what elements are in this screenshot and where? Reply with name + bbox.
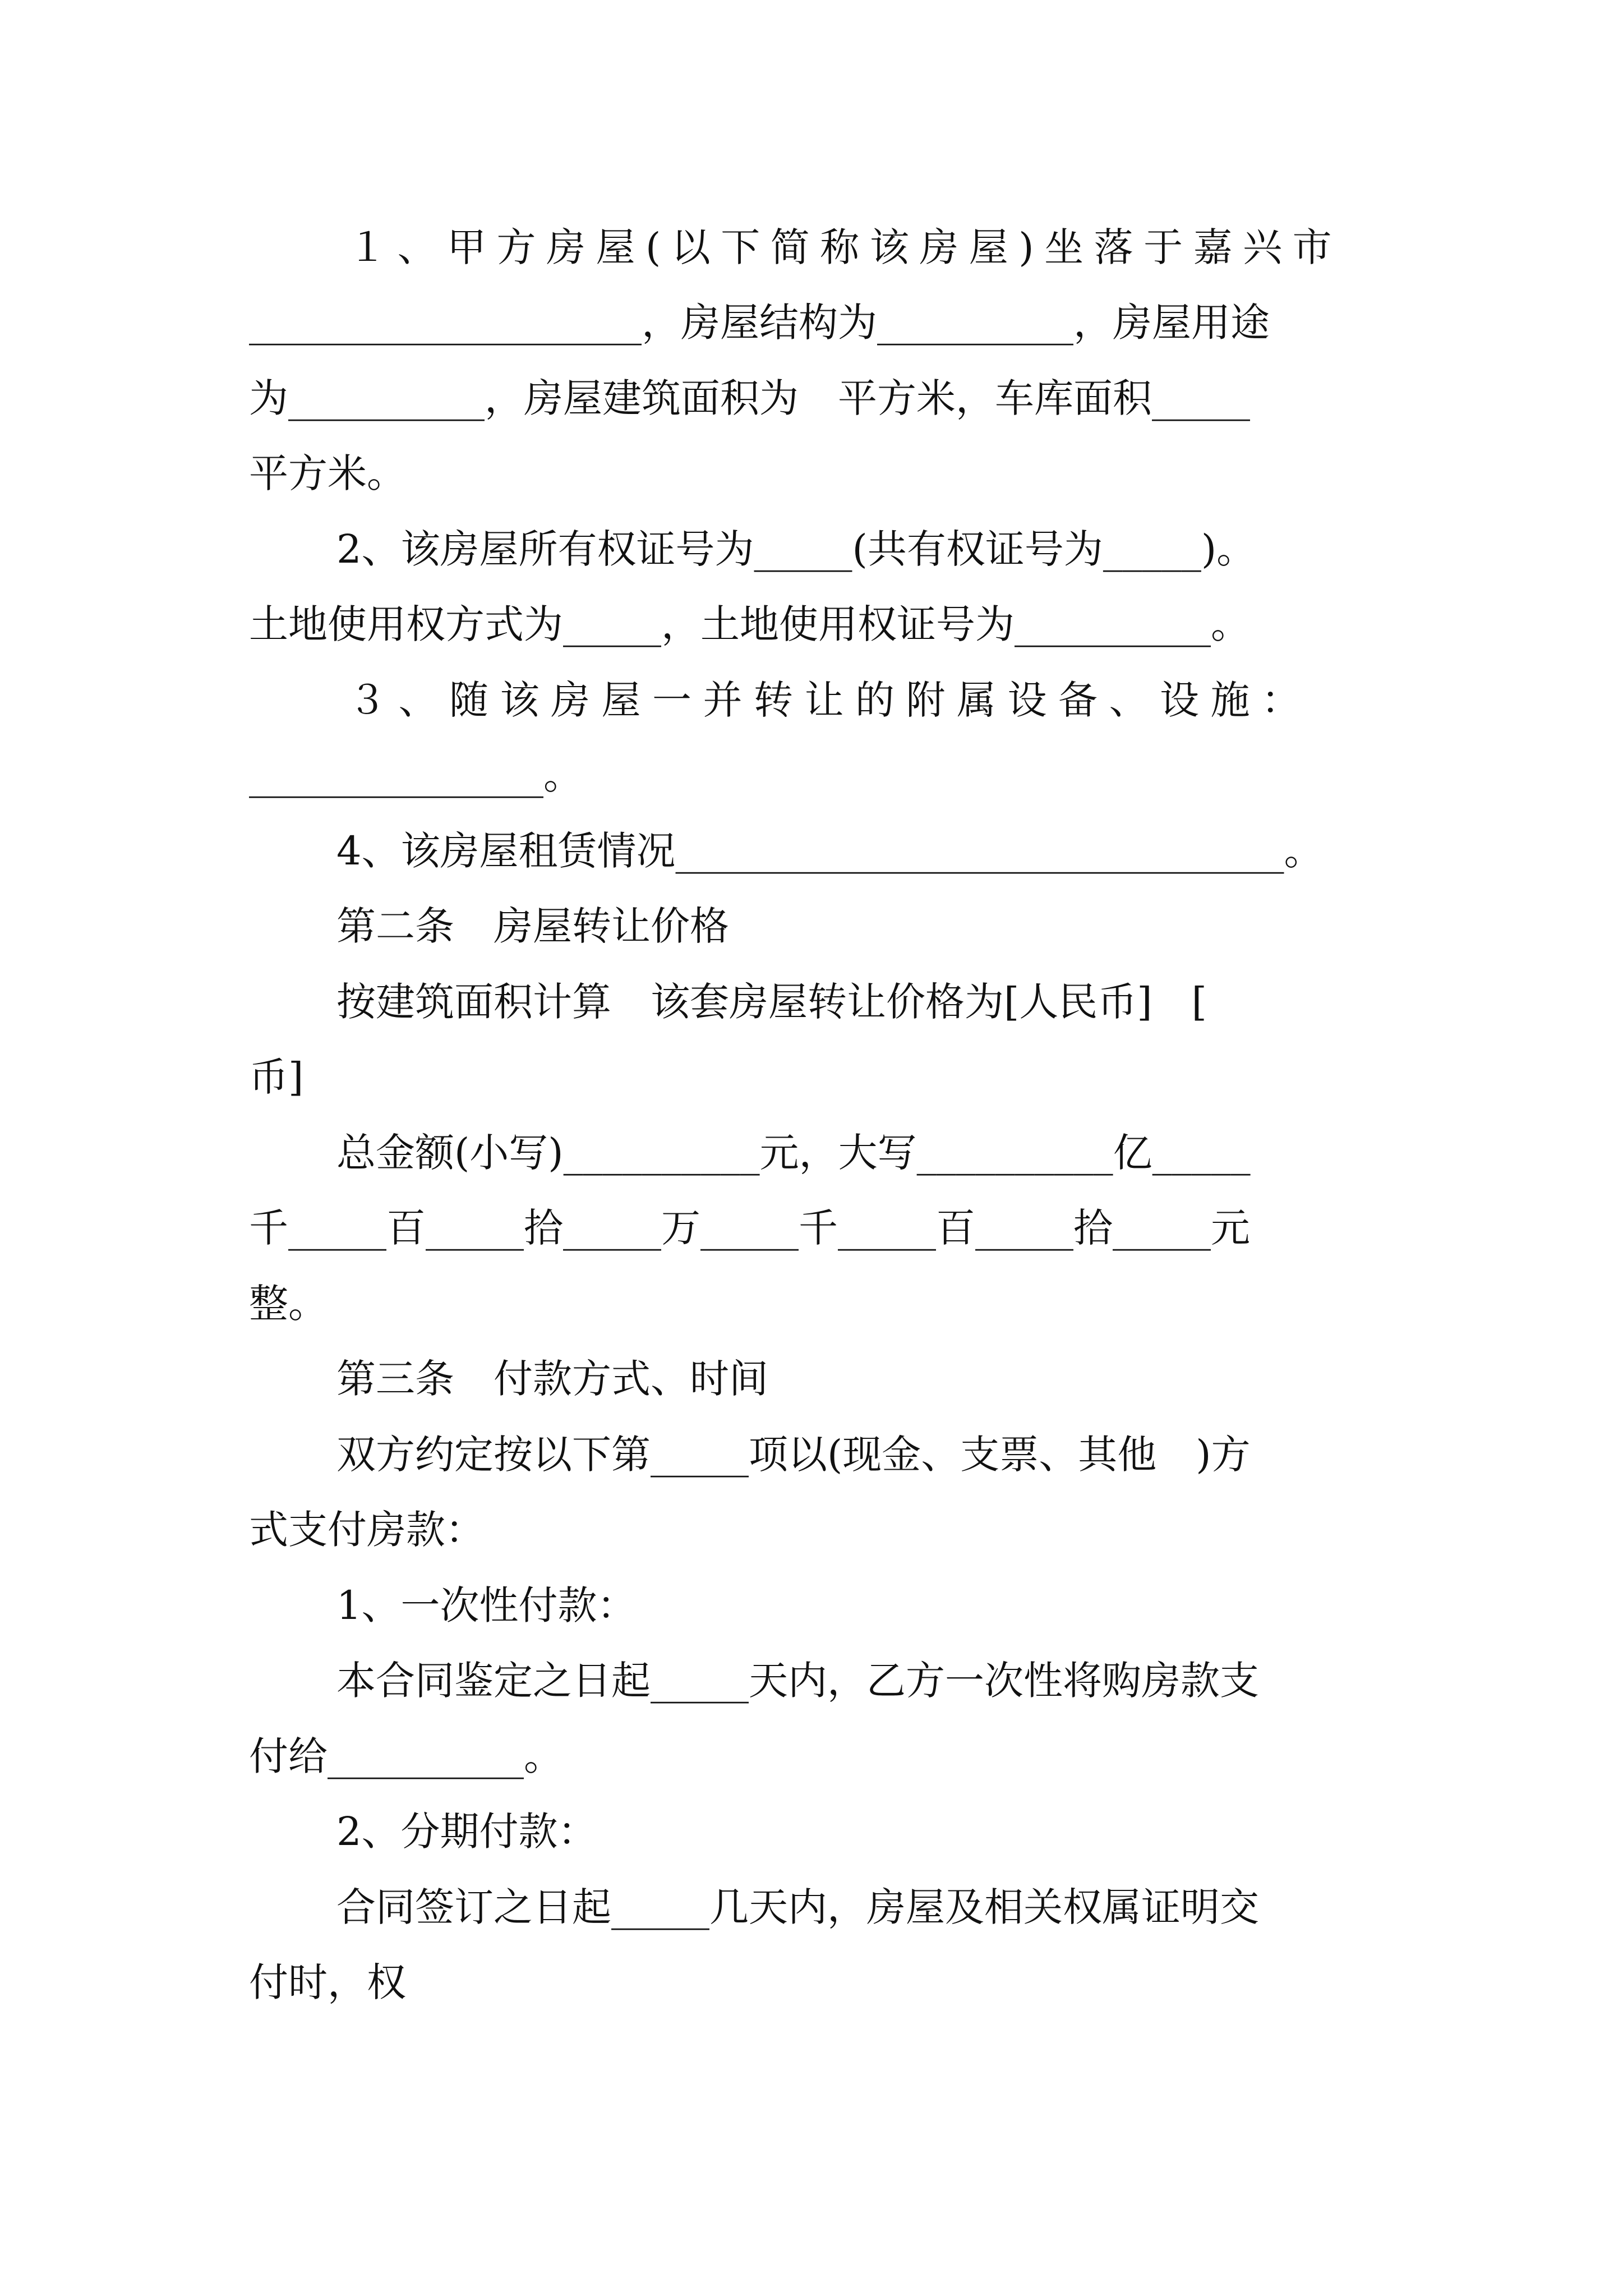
clause-1-line-3: 为__________，房屋建筑面积为 平方米，车库面积_____ bbox=[249, 375, 1250, 421]
lump-sum-heading: 1、一次性付款： bbox=[336, 1582, 637, 1628]
clause-1-line-4: 平方米。 bbox=[249, 450, 406, 496]
clause-3-line-2: _______________。 bbox=[249, 752, 583, 798]
clause-1-line-1: １、甲方房屋(以下简称该房屋)坐落于嘉兴市 bbox=[348, 224, 1343, 270]
clause-2-line-1: 2、该房屋所有权证号为_____(共有权证号为_____)。 bbox=[336, 526, 1256, 572]
clause-3-line-1: ３、随该房屋一并转让的附属设备、设施： bbox=[348, 677, 1312, 723]
article-2-price-line-2: 币] bbox=[249, 1054, 304, 1100]
total-amount-line-3: 整。 bbox=[249, 1281, 328, 1327]
clause-1-line-2: ____________________，房屋结构为__________，房屋用途 bbox=[249, 300, 1270, 346]
payment-method-line-2: 式支付房款： bbox=[249, 1507, 485, 1553]
article-2-heading: 第二条 房屋转让价格 bbox=[336, 903, 729, 949]
installment-line-2: 付时，权 bbox=[249, 1959, 406, 2005]
lump-sum-line-1: 本合同鉴定之日起_____天内，乙方一次性将购房款支 bbox=[336, 1658, 1259, 1704]
clause-2-line-2: 土地使用权方式为_____，土地使用权证号为__________。 bbox=[249, 601, 1250, 647]
clause-4-line: 4、该房屋租赁情况_______________________________。 bbox=[336, 828, 1324, 874]
installment-heading: 2、分期付款： bbox=[336, 1809, 597, 1855]
article-2-price-line-1: 按建筑面积计算 该套房屋转让价格为[人民币] [ bbox=[336, 979, 1207, 1025]
total-amount-line-1: 总金额(小写)__________元，大写__________亿_____ bbox=[336, 1130, 1251, 1176]
article-3-heading: 第三条 付款方式、时间 bbox=[336, 1356, 768, 1402]
total-amount-line-2: 千_____百_____拾_____万_____千_____百_____拾_____元 bbox=[249, 1205, 1250, 1251]
installment-line-1: 合同签订之日起_____几天内，房屋及相关权属证明交 bbox=[336, 1884, 1259, 1930]
lump-sum-line-2: 付给__________。 bbox=[249, 1733, 563, 1779]
payment-method-line-1: 双方约定按以下第_____项以(现金、支票、其他 )方 bbox=[336, 1432, 1251, 1478]
